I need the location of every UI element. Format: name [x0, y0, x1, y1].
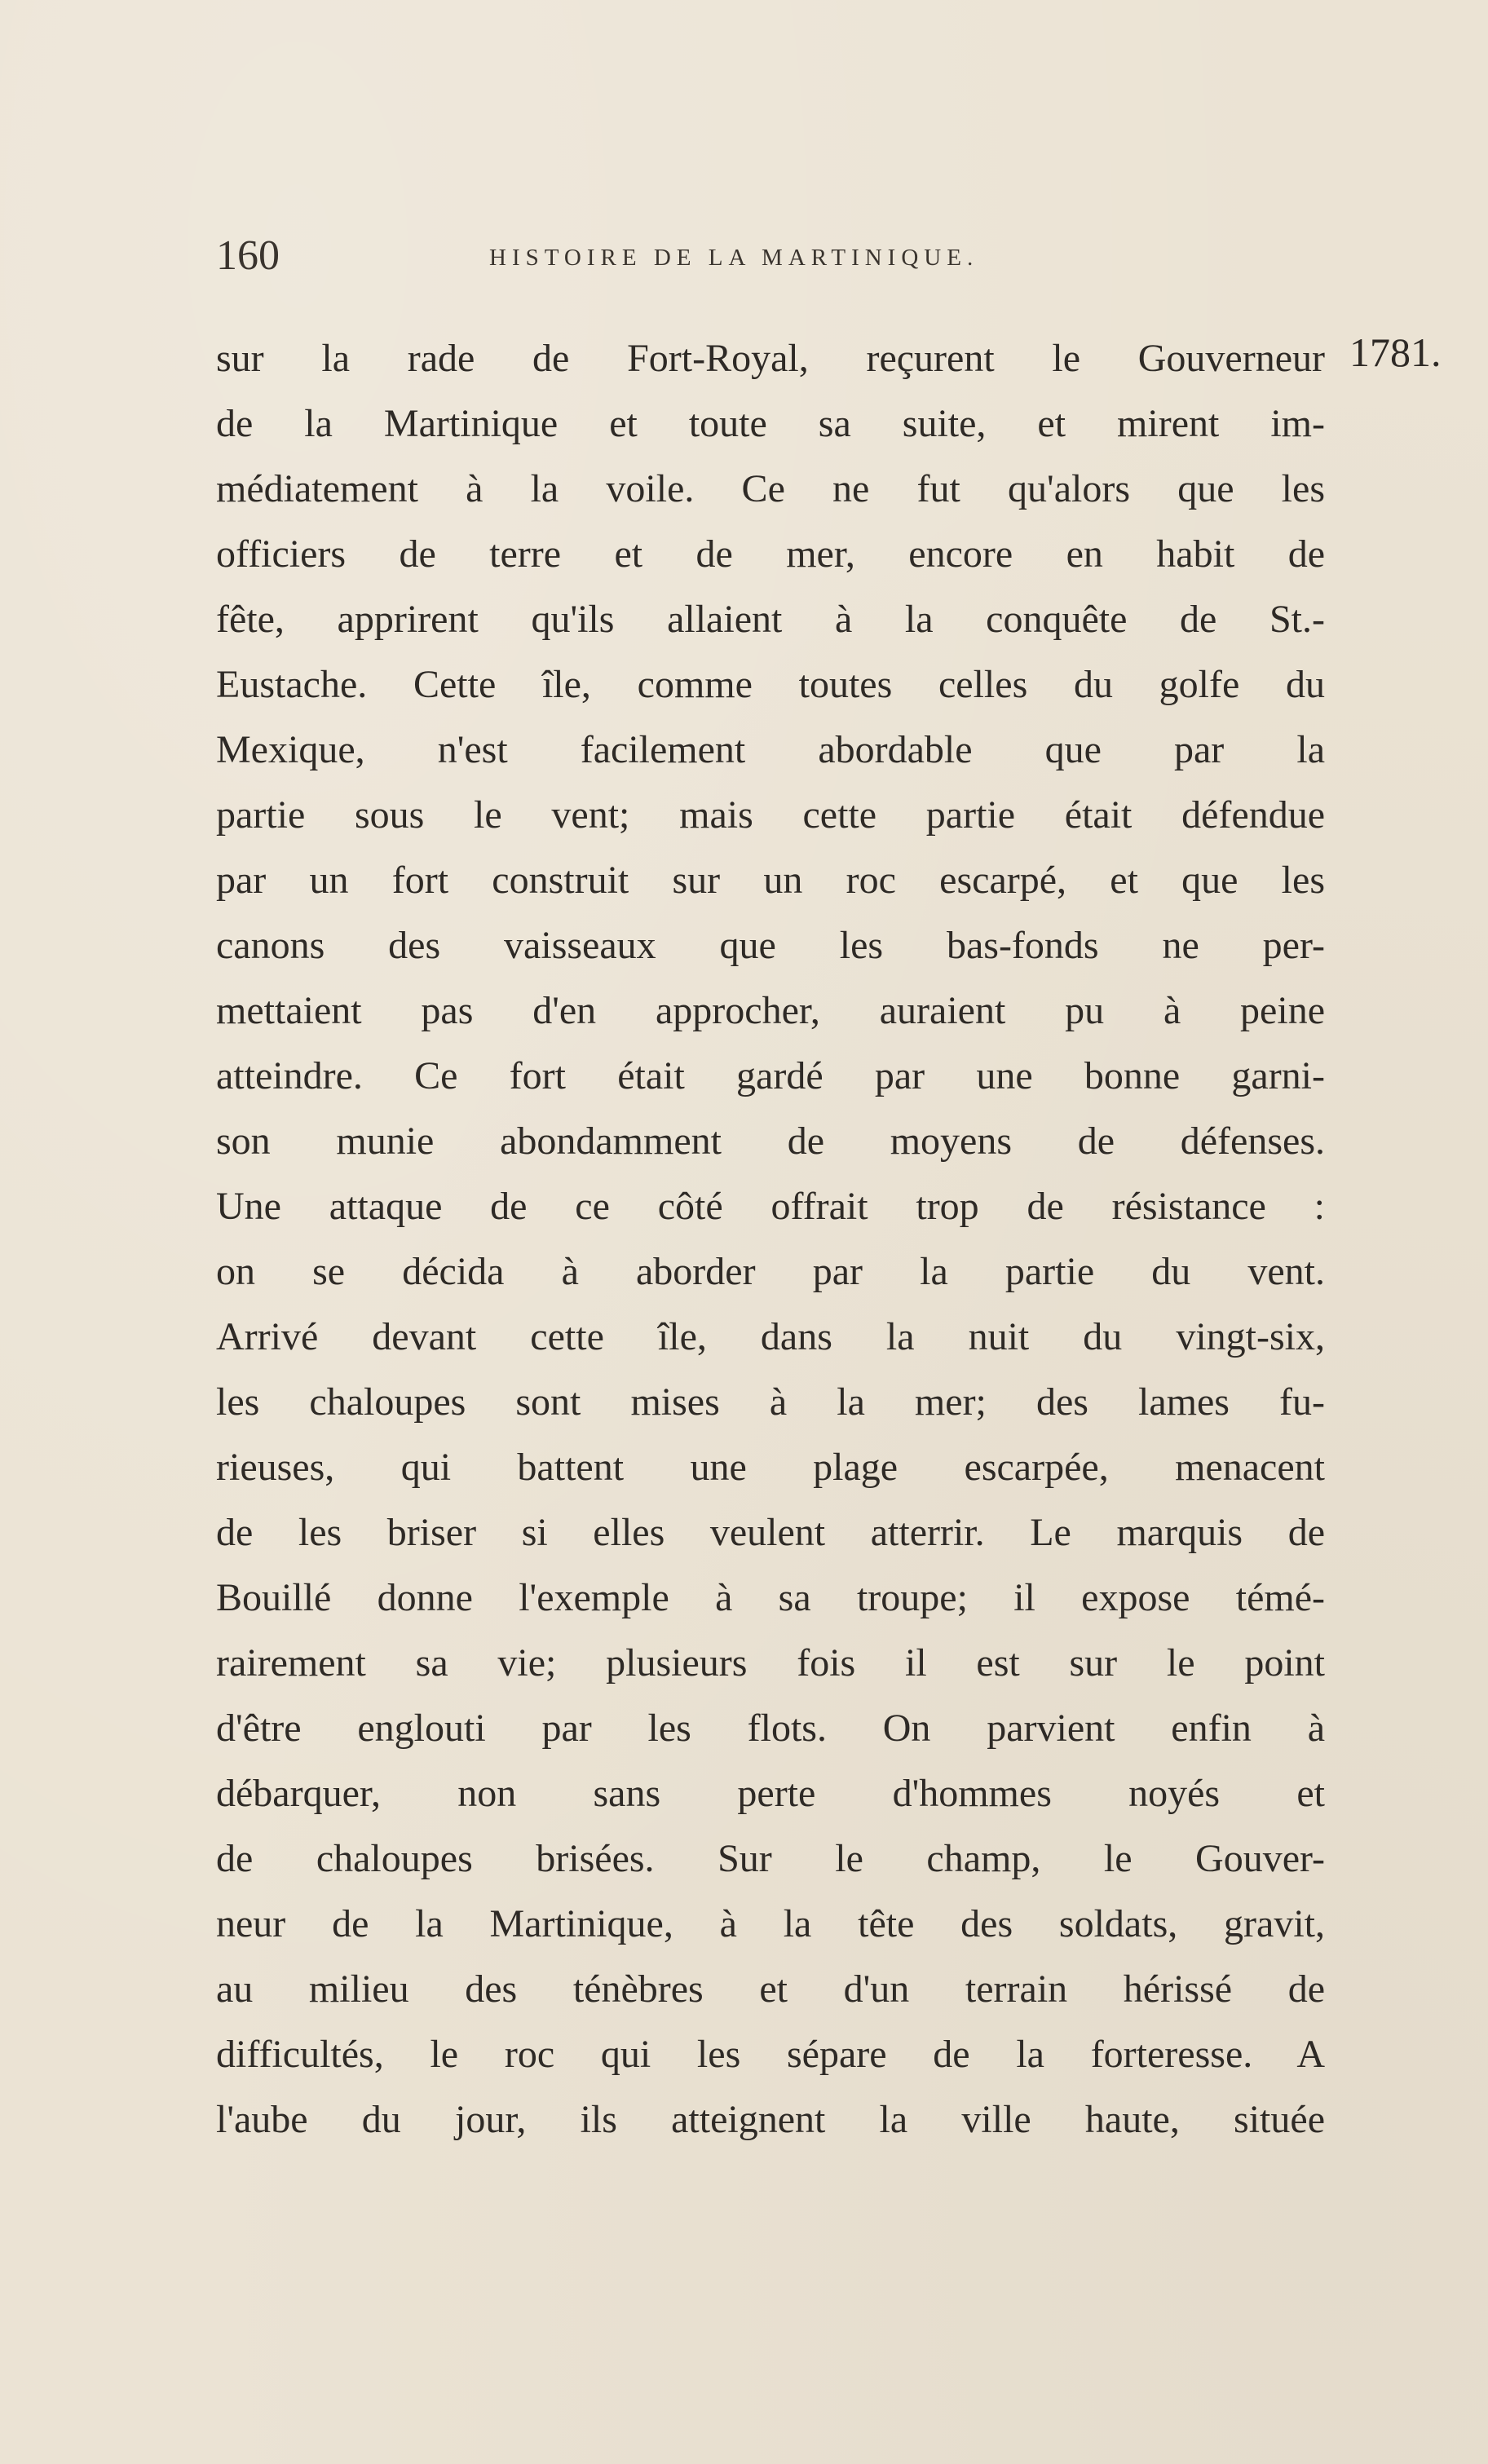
running-head: HISTOIRE DE LA MARTINIQUE.	[489, 245, 979, 271]
text-line: fête, apprirent qu'ils allaient à la conquête de St.-	[216, 598, 1325, 641]
text-line: Mexique, n'est facilement abordable que par la	[216, 728, 1325, 771]
text-line: difficultés, le roc qui les sépare de la forteresse. A	[216, 2033, 1325, 2076]
body-text	[216, 326, 1325, 2153]
text-line: Bouillé donne l'exemple à sa troupe; il expose témé-	[216, 1576, 1325, 1619]
text-line: sur la rade de Fort-Royal, reçurent le Gouverneur	[216, 337, 1325, 380]
text-line: Eustache. Cette île, comme toutes celles du golfe du	[216, 663, 1325, 706]
text-line: on se décida à aborder par la partie du vent.	[216, 1250, 1325, 1293]
page-number: 160	[216, 232, 280, 279]
margin-year-note: 1781.	[1349, 329, 1442, 375]
text-line: officiers de terre et de mer, encore en habit de	[216, 532, 1325, 576]
page-header	[216, 230, 1333, 282]
text-line: rieuses, qui battent une plage escarpée, menacent	[216, 1446, 1325, 1489]
text-line: mettaient pas d'en approcher, auraient pu à peine	[216, 989, 1325, 1032]
text-line: au milieu des ténèbres et d'un terrain hérissé de	[216, 1967, 1325, 2011]
text-line: canons des vaisseaux que les bas-fonds ne per-	[216, 924, 1325, 967]
text-line: partie sous le vent; mais cette partie était défendue	[216, 793, 1325, 837]
text-line: l'aube du jour, ils atteignent la ville haute, située	[216, 2098, 1325, 2141]
text-line: de chaloupes brisées. Sur le champ, le Gouver-	[216, 1837, 1325, 1880]
text-line: rairement sa vie; plusieurs fois il est sur le point	[216, 1641, 1325, 1685]
text-line: atteindre. Ce fort était gardé par une bonne garni-	[216, 1054, 1325, 1097]
text-line: de la Martinique et toute sa suite, et mirent im-	[216, 402, 1325, 445]
text-line: Une attaque de ce côté offrait trop de résistance :	[216, 1185, 1325, 1228]
text-line: d'être englouti par les flots. On parvient enfin à	[216, 1707, 1325, 1750]
text-line: médiatement à la voile. Ce ne fut qu'alors que les	[216, 467, 1325, 510]
text-line: neur de la Martinique, à la tête des soldats, gravit,	[216, 1902, 1325, 1945]
text-line: son munie abondamment de moyens de défenses.	[216, 1119, 1325, 1163]
text-line: de les briser si elles veulent atterrir. Le marquis de	[216, 1511, 1325, 1554]
text-line: les chaloupes sont mises à la mer; des lames fu-	[216, 1380, 1325, 1424]
text-line: débarquer, non sans perte d'hommes noyés et	[216, 1772, 1325, 1815]
text-line: par un fort construit sur un roc escarpé, et que les	[216, 859, 1325, 902]
text-line: Arrivé devant cette île, dans la nuit du vingt-six,	[216, 1315, 1325, 1358]
